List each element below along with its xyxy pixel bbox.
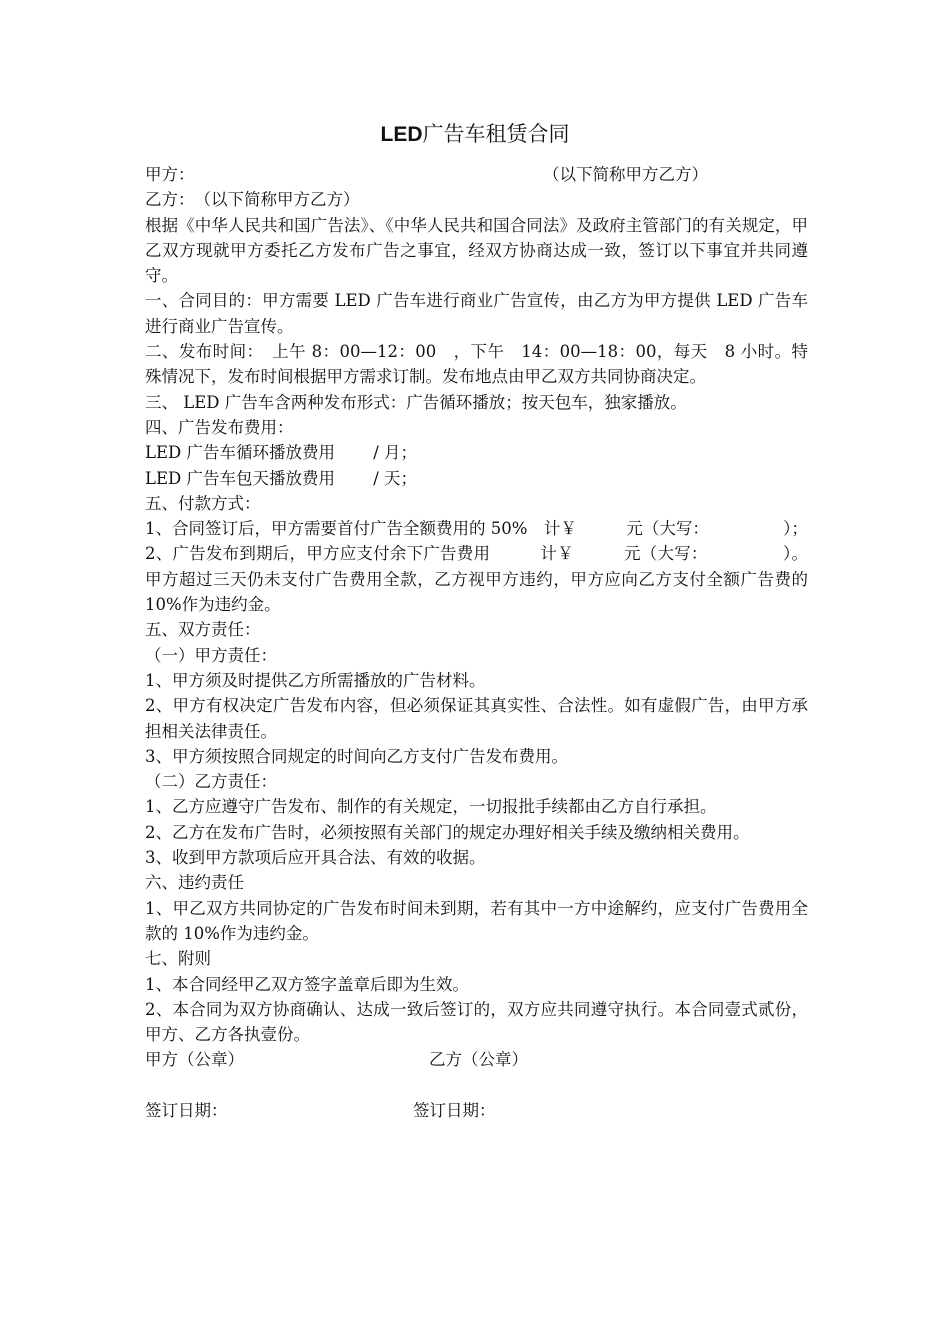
party-a-label: 甲方： (145, 165, 195, 184)
party-b-resp-heading: （二）乙方责任： (145, 772, 277, 792)
title-zh: 广告车租赁合同 (422, 122, 570, 146)
section-breach: 六、违约责任 (145, 873, 244, 893)
party-a-resp-1: 1、甲方须及时提供乙方所需播放的广告材料。 (145, 670, 486, 690)
payment-balance: 2、广告发布到期后，甲方应支付余下广告费用 计￥ 元（大写： ）。甲方超过三天仍未支付广告费用全款，乙方视甲方违约，甲方应向乙方支付全额广告费的 10%作为违约金。 (145, 544, 808, 615)
party-b-resp-2: 2、乙方在发布广告时，必须按照有关部门的规定办理好相关手续及缴纳相关费用。 (145, 822, 750, 842)
party-b-resp-1: 1、乙方应遵守广告发布、制作的有关规定，一切报批手续都由乙方自行承担。 (145, 797, 717, 817)
document-title (0, 120, 950, 149)
party-a-resp-heading: （一）甲方责任： (145, 645, 277, 665)
party-a-note: （以下简称甲方乙方） (543, 165, 708, 184)
seal-party-b: 乙方（公章） (429, 1050, 528, 1070)
seal-line (145, 1047, 808, 1072)
section-payment: 五、付款方式： (145, 493, 261, 513)
fee-loop: LED 广告车循环播放费用 / 月； (145, 443, 418, 463)
party-a-resp-2: 2、甲方有权决定广告发布内容，但必须保证其真实性、合法性。如有虚假广告，由甲方承担相关法律责任。 (145, 696, 808, 741)
date-party-b: 签订日期： (413, 1100, 496, 1120)
section-responsibility: 五、双方责任： (145, 620, 261, 640)
title-en: LED (380, 123, 423, 146)
party-a-line (145, 162, 808, 187)
payment-first: 1、合同签订后，甲方需要首付广告全额费用的 50% 计￥ 元（大写： ）； (145, 519, 808, 539)
section-purpose: 一、合同目的：甲方需要 LED 广告车进行商业广告宣传，由乙方为甲方提供 LED 广告车进行商业广告宣传。 (145, 291, 808, 336)
section-fees: 四、广告发布费用： (145, 417, 294, 437)
section-forms: 三、 LED 广告车含两种发布形式：广告循环播放；按天包车，独家播放。 (145, 392, 687, 412)
date-party-a: 签订日期： (145, 1100, 228, 1120)
fee-day: LED 广告车包天播放费用 / 天； (145, 468, 418, 488)
breach-1: 1、甲乙双方共同协定的广告发布时间未到期，若有其中一方中途解约，应支付广告费用全款的 10%作为违约金。 (145, 898, 808, 943)
supplementary-1: 1、本合同经甲乙双方签字盖章后即为生效。 (145, 974, 469, 994)
section-time: 二、发布时间： 上午 8：00—12：00 ，下午 14：00—18：00，每天 8 小时。特殊情况下，发布时间根据甲方需求订制。发布地点由甲乙双方共同协商决定。 (145, 342, 808, 387)
party-b-line: 乙方： （以下简称甲方乙方） (145, 190, 360, 210)
seal-party-a: 甲方（公章） (145, 1050, 244, 1070)
spacer (145, 1073, 808, 1098)
party-a-resp-3: 3、甲方须按照合同规定的时间向乙方支付广告发布费用。 (145, 746, 568, 766)
party-b-resp-3: 3、收到甲方款项后应开具合法、有效的收据。 (145, 848, 486, 868)
supplementary-2: 2、本合同为双方协商确认、达成一致后签订的，双方应共同遵守执行。本合同壹式贰份，甲方、乙方各执壹份。 (145, 999, 808, 1045)
preamble: 根据《中华人民共和国广告法》、《中华人民共和国合同法》及政府主管部门的有关规定，甲乙双方现就甲方委托乙方发布广告之事宜，经双方协商达成一致，签订以下事宜并共同遵守。 (145, 215, 808, 286)
contract-body (145, 162, 808, 1123)
section-supplementary: 七、附则 (145, 949, 211, 969)
date-line (145, 1098, 808, 1123)
